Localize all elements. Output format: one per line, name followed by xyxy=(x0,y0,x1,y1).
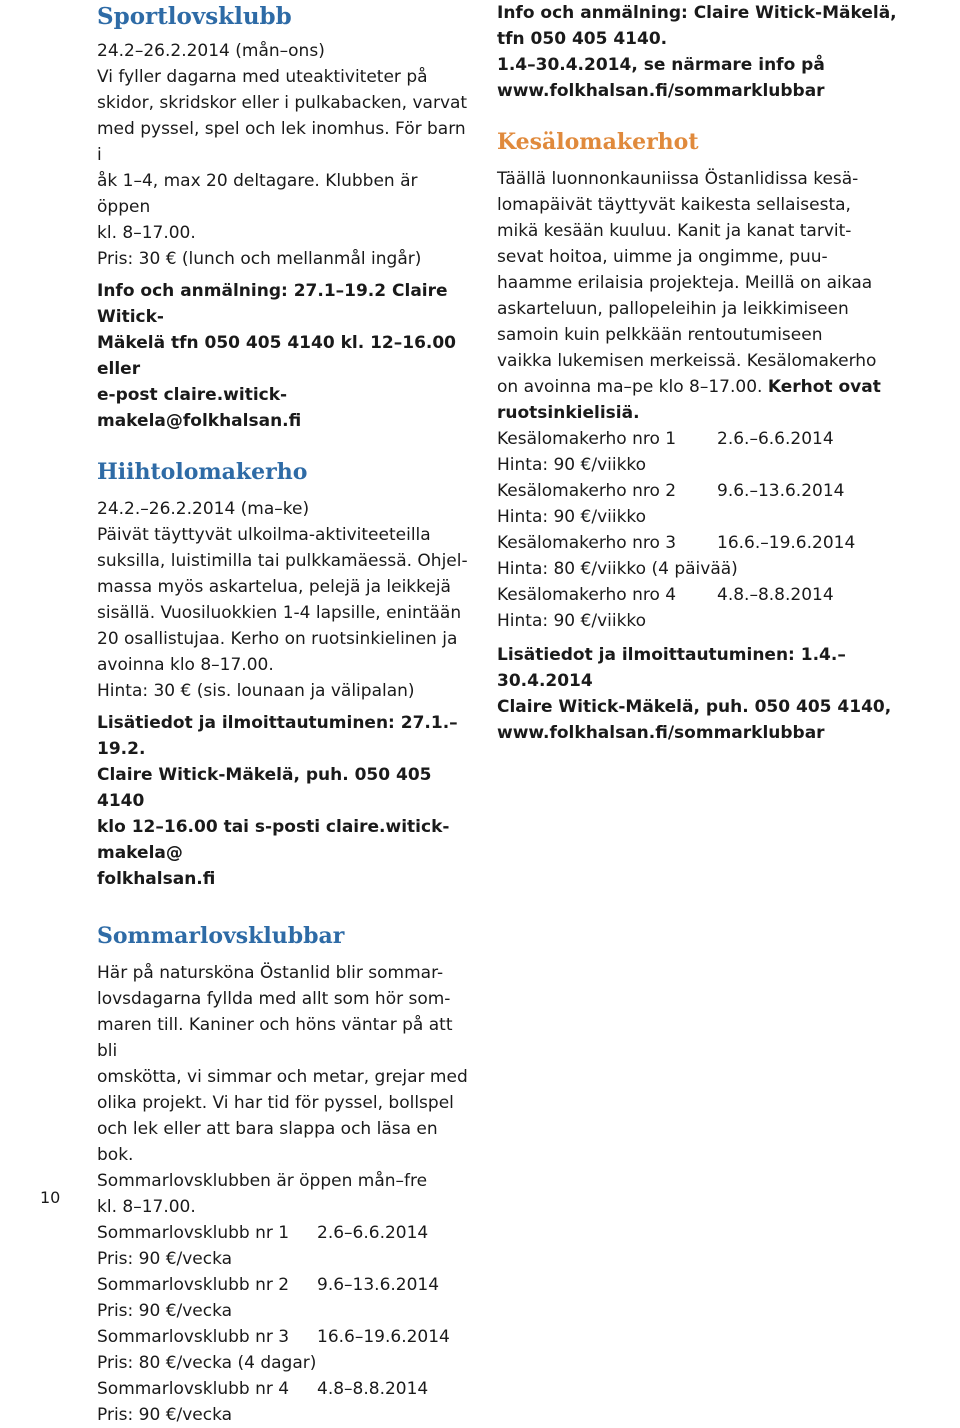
text-line: med pyssel, spel och lek inomhus. För barn i xyxy=(97,119,466,165)
text-line xyxy=(497,374,917,400)
session-name: Sommarlovsklubb nr 3 xyxy=(97,1327,290,1347)
text-line: Täällä luonnonkauniissa Östanlidissa kesä- xyxy=(497,169,859,189)
page-number: 10 xyxy=(40,1188,61,1207)
text-line: 20 osallistujaa. Kerho on ruotsinkielinen ja xyxy=(97,629,458,649)
text-line: Claire Witick-Mäkelä, puh. 050 405 4140, xyxy=(497,697,892,717)
text-line: www.folkhalsan.fi/sommarklubbar xyxy=(497,723,825,743)
session-price: Hinta: 90 €/viikko xyxy=(497,507,647,527)
session-name: Sommarlovsklubb nr 4 xyxy=(97,1379,290,1399)
text-line: Pris: 30 € (lunch och mellanmål ingår) xyxy=(97,249,422,269)
text-line: Claire Witick-Mäkelä, puh. 050 405 4140 xyxy=(97,765,432,811)
text-line: haamme erilaisia projekteja. Meillä on aikaa xyxy=(497,273,873,293)
text-line: suksilla, luistimilla tai pulkkamäessä. Ohjel- xyxy=(97,551,468,571)
left-column xyxy=(97,0,469,1428)
session-date: 16.6–19.6.2014 xyxy=(317,1327,450,1347)
hiihto-info xyxy=(97,710,469,892)
kesa-sessions xyxy=(497,426,917,634)
session-row xyxy=(97,1376,469,1402)
session-row xyxy=(497,582,917,608)
sommar-info xyxy=(497,0,917,104)
session-row xyxy=(97,1220,469,1246)
text-line: mikä kesään kuuluu. Kanit ja kanat tarvit- xyxy=(497,221,852,241)
text-line: vaikka lukemisen merkeissä. Kesälomakerho xyxy=(497,351,877,371)
sommar-body xyxy=(97,960,469,1220)
text-line: 1.4–30.4.2014, se närmare info på xyxy=(497,55,825,75)
kesa-body xyxy=(497,166,917,426)
kesa-title: Kesälomakerhot xyxy=(497,129,699,155)
text-line: Lisätiedot ja ilmoittautuminen: 1.4.–30.4.2014 xyxy=(497,645,846,691)
session-row xyxy=(497,426,917,452)
session-row xyxy=(97,1272,469,1298)
session-name: Kesälomakerho nro 4 xyxy=(497,585,677,605)
text-line: Lisätiedot ja ilmoittautuminen: 27.1.–19.2. xyxy=(97,713,458,759)
session-price: Hinta: 90 €/viikko xyxy=(497,611,647,631)
session-name: Sommarlovsklubb nr 2 xyxy=(97,1275,290,1295)
session-price: Pris: 90 €/vecka xyxy=(97,1249,233,1269)
session-price: Pris: 80 €/vecka (4 dagar) xyxy=(97,1353,317,1373)
text-line: Hinta: 30 € (sis. lounaan ja välipalan) xyxy=(97,681,415,701)
session-name: Kesälomakerho nro 2 xyxy=(497,481,677,501)
session-name: Sommarlovsklubb nr 1 xyxy=(97,1223,290,1243)
session-date: 2.6–6.6.2014 xyxy=(317,1223,429,1243)
session-row xyxy=(97,1324,469,1350)
text-line: lomapäivät täyttyvät kaikesta sellaisesta, xyxy=(497,195,851,215)
text-line: askarteluun, pallopeleihin ja leikkimiseen xyxy=(497,299,849,319)
session-price: Hinta: 90 €/viikko xyxy=(497,455,647,475)
text-line: tfn 050 405 4140. xyxy=(497,29,668,49)
text-line: ruotsinkielisiä. xyxy=(497,403,640,423)
text-line: samoin kuin pelkkään rentoutumiseen xyxy=(497,325,823,345)
session-date: 2.6.–6.6.2014 xyxy=(717,429,834,449)
text-line: www.folkhalsan.fi/sommarklubbar xyxy=(497,81,825,101)
kesa-info xyxy=(497,642,917,746)
text-line: och lek eller att bara slappa och läsa en bok. xyxy=(97,1119,438,1165)
sportlov-title: Sportlovsklubb xyxy=(97,3,292,30)
session-name: Kesälomakerho nro 1 xyxy=(497,429,677,449)
sportlov-info xyxy=(97,278,469,434)
text-line: kl. 8–17.00. xyxy=(97,1197,196,1217)
text-line: sevat hoitoa, uimme ja ongimme, puu- xyxy=(497,247,828,267)
text-line: massa myös askartelua, pelejä ja leikkejä xyxy=(97,577,451,597)
session-price: Pris: 90 €/vecka xyxy=(97,1405,233,1425)
sommar-title: Sommarlovsklubbar xyxy=(97,923,345,949)
hiihto-title: Hiihtolomakerho xyxy=(97,459,308,485)
sommar-sessions xyxy=(97,1220,469,1428)
session-date: 16.6.–19.6.2014 xyxy=(717,533,856,553)
text-line: Sommarlovsklubben är öppen mån–fre xyxy=(97,1171,428,1191)
session-price: Pris: 90 €/vecka xyxy=(97,1301,233,1321)
text-line: omskötta, vi simmar och metar, grejar med xyxy=(97,1067,468,1087)
text-line: folkhalsan.fi xyxy=(97,869,216,889)
text-line: maren till. Kaniner och höns väntar på att bli xyxy=(97,1015,453,1061)
session-date: 4.8.–8.8.2014 xyxy=(717,585,834,605)
text-line: Här på natursköna Östanlid blir sommar- xyxy=(97,963,444,983)
text-line: avoinna klo 8–17.00. xyxy=(97,655,274,675)
text-line: Vi fyller dagarna med uteaktiviteter på xyxy=(97,67,428,87)
text-line: Info och anmälning: 27.1–19.2 Claire Witick- xyxy=(97,281,448,327)
hiihto-body xyxy=(97,496,469,704)
text-run-bold: Kerhot ovat xyxy=(767,377,881,397)
session-date: 9.6–13.6.2014 xyxy=(317,1275,440,1295)
session-price: Hinta: 80 €/viikko (4 päivää) xyxy=(497,559,738,579)
session-row xyxy=(497,478,917,504)
text-line: 24.2–26.2.2014 (mån–ons) xyxy=(97,41,325,61)
text-line: klo 12–16.00 tai s-posti claire.witick-makela@ xyxy=(97,817,450,863)
text-line: Päivät täyttyvät ulkoilma-aktiviteeteilla xyxy=(97,525,431,545)
text-line: olika projekt. Vi har tid för pyssel, bollspel xyxy=(97,1093,454,1113)
text-line: kl. 8–17.00. xyxy=(97,223,196,243)
text-line: skidor, skridskor eller i pulkabacken, varvat xyxy=(97,93,468,113)
text-line: sisällä. Vuosiluokkien 1-4 lapsille, enintään xyxy=(97,603,462,623)
session-date: 4.8–8.8.2014 xyxy=(317,1379,429,1399)
text-line: åk 1–4, max 20 deltagare. Klubben är öppen xyxy=(97,171,418,217)
text-line: 24.2.–26.2.2014 (ma–ke) xyxy=(97,499,310,519)
right-column xyxy=(497,0,917,746)
text-line: e-post claire.witick-makela@folkhalsan.fi xyxy=(97,385,302,431)
text-line: lovsdagarna fyllda med allt som hör som- xyxy=(97,989,451,1009)
text-line: Info och anmälning: Claire Witick-Mäkelä, xyxy=(497,3,897,23)
text-run: on avoinna ma–pe klo 8–17.00. xyxy=(497,377,768,397)
text-line: Mäkelä tfn 050 405 4140 kl. 12–16.00 eller xyxy=(97,333,457,379)
session-name: Kesälomakerho nro 3 xyxy=(497,533,677,553)
session-date: 9.6.–13.6.2014 xyxy=(717,481,845,501)
sportlov-body xyxy=(97,38,469,272)
session-row xyxy=(497,530,917,556)
